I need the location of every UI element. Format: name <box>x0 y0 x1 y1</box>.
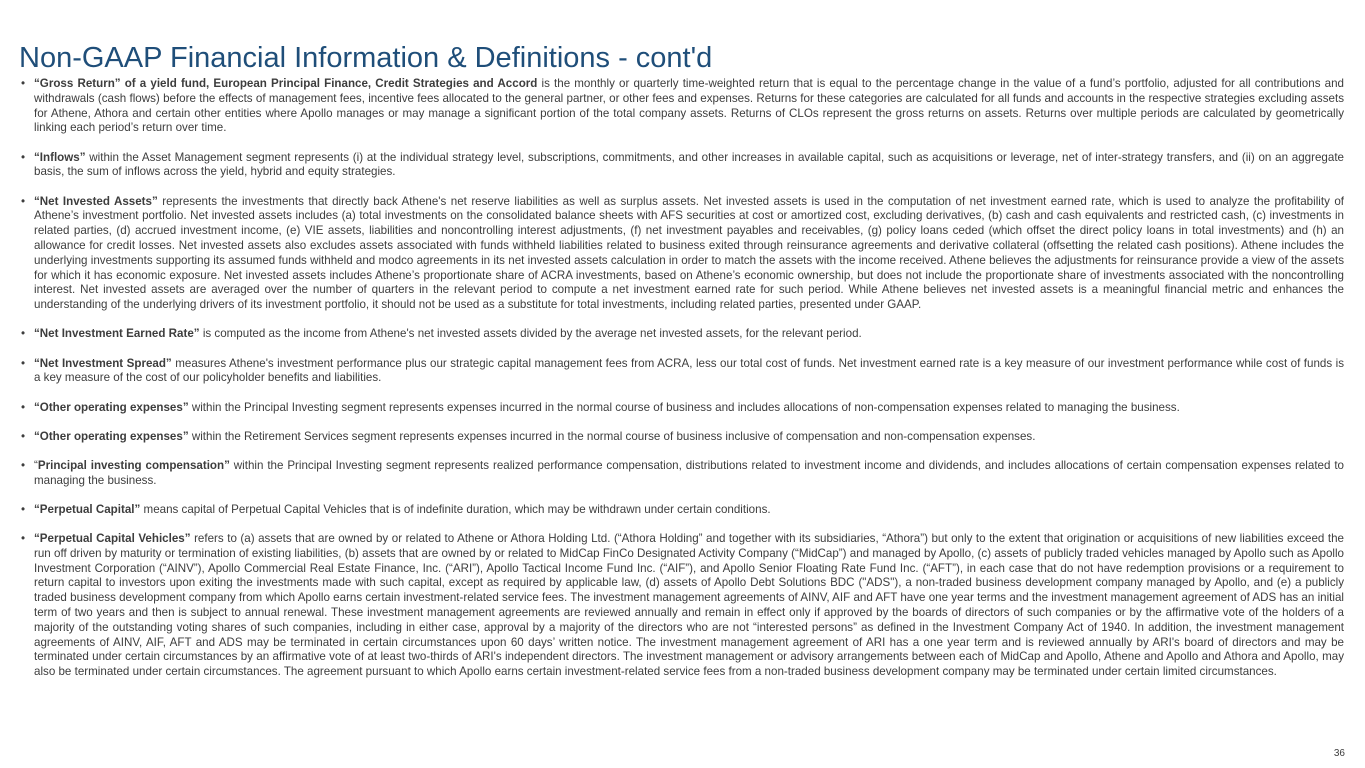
definition-other-operating-expenses-rs <box>19 430 1344 445</box>
definition-text: measures Athene's investment performance plus our strategic capital management fees from ACRA, less our total cost of funds. Net investment earned rate is a key measure of our investment performance while cost of funds is a key measure of the cost of our policyholder benefits and liabilities. <box>34 356 1344 385</box>
bullet: • <box>21 532 26 546</box>
bullet: • <box>21 150 26 164</box>
definition-text: represents the investments that directly back Athene's net reserve liabilities as well as surplus assets. Net invested assets is used in the computation of net investment earned rate, which is used to analyze the profitability of Athene’s investment portfolio. Net invested assets includes (a) total investments on the consolidated balance sheets with AFS securities at cost or amortized cost, excluding derivatives, (b) cash and cash equivalents and restricted cash, (c) investments in related parties, (d) accrued investment income, (e) VIE assets, liabilities and noncontrolling interest adjustments, (f) net investment payables and receivables, (g) policy loans ceded (which offset the direct policy loans in total investments) and (h) an allowance for credit losses. Net invested assets also excludes assets associated with funds withheld liabilities related to business exited through reinsurance agreements and derivative collateral (offsetting the related cash positions). Athene includes the underlying investments supporting its assumed funds withheld and modco agreements in its net invested assets calculation in order to match the assets with the income received. Athene believes the adjustments for reinsurance provide a view of the assets for which it has economic exposure. Net invested assets includes Athene’s proportionate share of ACRA investments, based on Athene’s economic ownership, but does not include the proportionate share of investments associated with the noncontrolling interest. Net invested assets are averaged over the number of quarters in the relevant period to compute a net investment earned rate for such period. While Athene believes net invested assets is a meaningful financial metric and enhances the understanding of the underlying drivers of its investment portfolio, it should not be used as a substitute for total investments, including related parties, presented under GAAP. <box>34 194 1344 312</box>
bullet: • <box>21 327 26 341</box>
definition-text: within the Asset Management segment represents (i) at the individual strategy level, subscriptions, commitments, and other increases in available capital, such as acquisitions or leverage, net of inter-strategy transfers, and (ii) on an aggregate basis, the sum of inflows across the yield, hybrid and equity strategies. <box>34 150 1344 179</box>
bullet: • <box>21 502 26 516</box>
bullet: • <box>21 356 26 370</box>
definition-term: “Perpetual Capital” <box>34 502 141 516</box>
bullet: • <box>21 458 26 472</box>
definition-net-invested-assets <box>19 195 1344 313</box>
definition-text: within the Retirement Services segment represents expenses incurred in the normal course of business inclusive of compensation and non-compensation expenses. <box>188 429 1036 443</box>
bullet: • <box>21 429 26 443</box>
definition-term: “Perpetual Capital Vehicles” <box>34 532 191 546</box>
definition-principal-investing-compensation <box>19 459 1344 489</box>
definition-text: within the Principal Investing segment represents realized performance compensation, distributions related to investment income and dividends, and includes allocations of certain compensation expenses related to managing the business. <box>34 458 1344 487</box>
definition-term: “Other operating expenses” <box>34 400 189 414</box>
definitions-list <box>19 77 1344 680</box>
definition-text: is the monthly or quarterly time-weighted return that is equal to the percentage change in the value of a fund’s portfolio, adjusted for all contributions and withdrawals (cash flows) before the effects of management fees, incentive fees allocated to the general partner, or other fees and expenses. Returns for these categories are calculated for all funds and accounts in the respective strategies excluding assets for Athene, Athora and certain other entities where Apollo manages or may manage a significant portion of the total company assets. Returns of CLOs represent the gross returns on assets. Returns over multiple periods are calculated by geometrically linking each period’s return over time. <box>34 77 1344 135</box>
bullet: • <box>21 194 26 208</box>
definition-prefix: “ <box>34 458 38 472</box>
definition-perpetual-capital <box>19 503 1344 518</box>
page-number: 36 <box>1333 748 1345 759</box>
definition-net-investment-earned-rate <box>19 327 1344 342</box>
definition-inflows <box>19 151 1344 181</box>
definition-term: “Net Invested Assets” <box>34 194 158 208</box>
definition-perpetual-capital-vehicles <box>19 532 1344 680</box>
bullet: • <box>21 400 26 414</box>
definition-term: Principal investing compensation” <box>37 458 230 472</box>
definition-other-operating-expenses-pi <box>19 401 1344 416</box>
definition-term: “Gross Return” of a yield fund, European Principal Finance, Credit Strategies and Accord <box>34 77 538 90</box>
definition-net-investment-spread <box>19 357 1344 387</box>
definition-text: is computed as the income from Athene's net invested assets divided by the average net invested assets, for the relevant period. <box>199 327 862 341</box>
definition-text: means capital of Perpetual Capital Vehicles that is of indefinite duration, which may be withdrawn under certain conditions. <box>140 502 771 516</box>
page-title: Non-GAAP Financial Information & Definitions - cont'd <box>19 42 713 74</box>
definition-term: “Net Investment Earned Rate” <box>34 327 200 341</box>
definition-gross-return <box>19 77 1344 136</box>
definition-term: “Inflows” <box>34 150 86 164</box>
definition-text: within the Principal Investing segment represents expenses incurred in the normal course of business and includes allocations of non-compensation expenses related to managing the business. <box>188 400 1180 414</box>
definition-text: refers to (a) assets that are owned by or related to Athene or Athora Holding Ltd. (“Athora Holding” and together with its subsidiaries, “Athora”) but only to the extent that origination or acquisitions of new liabilities exceed the run off driven by maturity or termination of existing liabilities, (b) assets that are owned by or related to MidCap FinCo Designated Activity Company (“MidCap”) and managed by Apollo, (c) assets of publicly traded vehicles managed by Apollo such as Apollo Investment Corporation (“AINV”), Apollo Commercial Real Estate Finance, Inc. (“ARI”), Apollo Tactical Income Fund Inc. (“AIF”), and Apollo Senior Floating Rate Fund Inc. (“AFT”), in each case that do not have redemption provisions or a requirement to return capital to investors upon exiting the investments made with such capital, except as required by applicable law, (d) assets of Apollo Debt Solutions BDC ("ADS"), a non-traded business development company managed by Apollo, and (e) a publicly traded business development company from which Apollo earns certain investment-related service fees. The investment management agreements of AINV, AIF and AFT have one year terms and the investment management agreement of ADS has an initial term of two years and then is subject to annual renewal. These investment management agreements are reviewed annually and remain in effect only if approved by the boards of directors of such companies or by the affirmative vote of the holders of a majority of the outstanding voting shares of such companies, including in either case, approval by a majority of the directors who are not “interested persons” as defined in the Investment Company Act of 1940. In addition, the investment management agreements of AINV, AIF, AFT and ADS may be terminated in certain circumstances upon 60 days’ written notice. The investment management agreement of ARI has a one year term and is reviewed annually by ARI's board of directors and may be terminated under certain circumstances by an affirmative vote of at least two-thirds of ARI's independent directors. The investment management or advisory arrangements between each of MidCap and Apollo, Athene and Apollo and Athora and Apollo, may also be terminated under certain circumstances. The agreement pursuant to which Apollo earns certain investment-related service fees from a non-traded business development company may be terminated under certain limited circumstances. <box>34 532 1345 679</box>
definition-term: “Net Investment Spread” <box>34 356 172 370</box>
definition-term: “Other operating expenses” <box>34 429 189 443</box>
bullet: • <box>21 77 26 90</box>
